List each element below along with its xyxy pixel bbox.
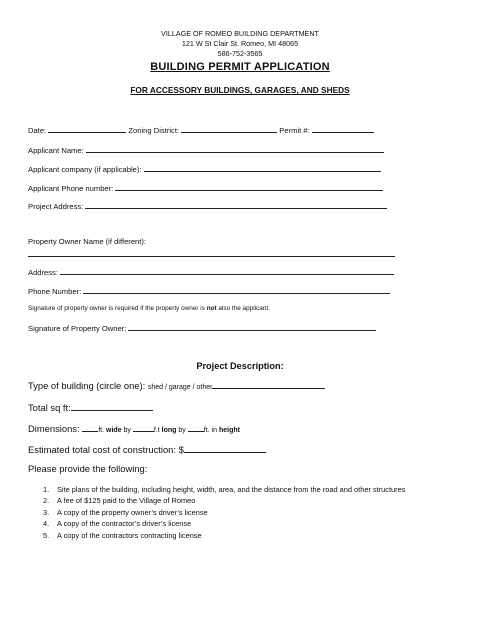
dim-unit-height: ft. in bbox=[203, 427, 217, 434]
applicant-company-row bbox=[28, 164, 381, 174]
building-type-label: Type of building (circle one): bbox=[28, 380, 146, 391]
department-address: 121 W St Clair St. Romeo, MI 48065 bbox=[181, 39, 299, 48]
list-item bbox=[43, 518, 413, 529]
total-sqft-row bbox=[28, 402, 153, 413]
property-owner-name-label: Property Owner Name (if different): bbox=[28, 237, 147, 246]
list-item-text: Site plans of the building, including height, width, area, and the distance from the road and other structures bbox=[57, 485, 406, 494]
list-item-text: A copy of the contractor’s driver’s license bbox=[57, 519, 192, 529]
owner-signature-label: Signature of Property Owner: bbox=[28, 324, 127, 333]
applicant-company-field[interactable] bbox=[144, 164, 381, 172]
total-sqft-label: Total sq ft: bbox=[28, 402, 71, 413]
owner-phone-field[interactable] bbox=[83, 286, 390, 294]
width-field[interactable] bbox=[82, 424, 98, 432]
note-text-end: also the applicant. bbox=[216, 305, 270, 312]
list-item bbox=[43, 530, 413, 541]
owner-phone-label: Phone Number: bbox=[28, 287, 82, 296]
applicant-phone-field[interactable] bbox=[115, 183, 383, 191]
applicant-name-field[interactable] bbox=[86, 145, 384, 153]
project-address-field[interactable] bbox=[85, 201, 387, 209]
form-title: BUILDING PERMIT APPLICATION bbox=[150, 61, 330, 73]
project-description-heading: Project Description: bbox=[196, 361, 284, 371]
owner-signature-field[interactable] bbox=[128, 323, 376, 331]
list-item-text: A copy of the property owner’s driver’s license bbox=[57, 507, 208, 517]
dimensions-row bbox=[28, 423, 240, 434]
construction-cost-field[interactable] bbox=[184, 445, 266, 453]
dim-unit-length: f.t bbox=[153, 427, 160, 434]
dim-unit-width: ft. bbox=[98, 427, 105, 434]
department-phone: 586-752-3565 bbox=[217, 49, 263, 58]
list-item-number: 3. bbox=[43, 507, 50, 517]
permit-number-label: Permit #: bbox=[279, 126, 310, 135]
construction-cost-row bbox=[28, 444, 266, 455]
note-text-start: Signature of property owner is required if the property owner is bbox=[28, 305, 207, 312]
height-field[interactable] bbox=[188, 424, 204, 432]
dim-wide-label: wide bbox=[106, 427, 122, 434]
construction-cost-label: Estimated total cost of construction: $ bbox=[28, 444, 184, 455]
zoning-district-label: Zoning District: bbox=[128, 126, 180, 135]
list-item-text: A copy of the contractors contracting license bbox=[57, 530, 202, 540]
zoning-district-field[interactable] bbox=[181, 125, 277, 133]
list-item-text: A fee of $125 paid to the Village of Romeo bbox=[57, 496, 196, 506]
dim-long-label: long bbox=[161, 427, 177, 434]
total-sqft-field[interactable] bbox=[71, 403, 153, 411]
requirements-list bbox=[43, 484, 413, 541]
list-item bbox=[43, 484, 413, 495]
owner-phone-row bbox=[28, 286, 390, 296]
owner-address-label: Address: bbox=[28, 268, 58, 277]
date-field[interactable] bbox=[48, 125, 126, 133]
building-type-row bbox=[28, 380, 325, 391]
dim-height-label: height bbox=[218, 427, 240, 434]
department-name: VILLAGE OF ROMEO BUILDING DEPARTMENT bbox=[161, 29, 319, 38]
date-zoning-permit-row bbox=[28, 125, 374, 135]
list-item-number: 4. bbox=[43, 519, 50, 529]
building-type-other-field[interactable] bbox=[212, 381, 325, 389]
owner-address-field[interactable] bbox=[60, 267, 394, 275]
applicant-phone-row bbox=[28, 183, 383, 193]
owner-address-row bbox=[28, 267, 394, 277]
length-field[interactable] bbox=[133, 424, 154, 432]
list-item-number: 1. bbox=[43, 485, 50, 494]
applicant-name-row bbox=[28, 145, 384, 155]
project-address-label: Project Address: bbox=[28, 202, 84, 211]
note-text-bold: not bbox=[206, 305, 217, 312]
list-item-number: 5. bbox=[43, 530, 50, 540]
list-item bbox=[43, 507, 413, 518]
project-address-row bbox=[28, 201, 387, 211]
permit-number-field[interactable] bbox=[312, 125, 374, 133]
property-owner-name-field[interactable] bbox=[28, 256, 395, 257]
applicant-company-label: Applicant company (if applicable): bbox=[28, 165, 142, 174]
applicant-name-label: Applicant Name: bbox=[28, 146, 84, 155]
owner-signature-note bbox=[28, 305, 270, 312]
dim-by-1: by bbox=[123, 427, 131, 434]
provide-following-label: Please provide the following: bbox=[28, 463, 148, 474]
applicant-phone-label: Applicant Phone number: bbox=[28, 184, 114, 193]
owner-signature-row bbox=[28, 323, 376, 333]
form-subtitle: FOR ACCESSORY BUILDINGS, GARAGES, AND SHEDS bbox=[130, 85, 350, 95]
dim-by-2: by bbox=[178, 427, 186, 434]
date-label: Date: bbox=[28, 126, 47, 135]
building-type-options[interactable]: shed / garage / other bbox=[147, 384, 213, 391]
list-item-number: 2. bbox=[43, 496, 50, 506]
list-item bbox=[43, 495, 413, 506]
dimensions-label: Dimensions: bbox=[28, 423, 80, 434]
